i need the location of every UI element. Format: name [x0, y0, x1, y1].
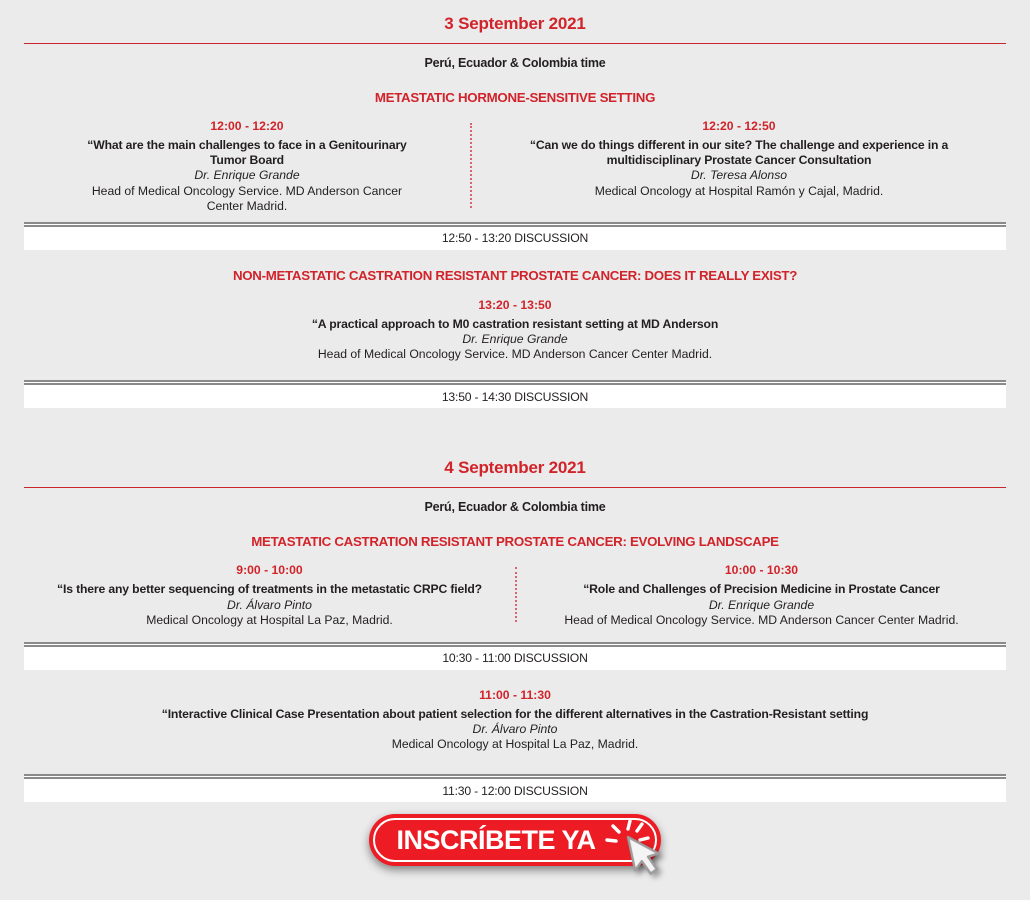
- talk-time: 13:20 - 13:50: [478, 297, 552, 312]
- discussion-label: 12:50 - 13:20 DISCUSSION: [441, 231, 589, 246]
- talk-title: “Role and Challenges of Precision Medicine in Prostate Cancer: [583, 582, 940, 597]
- discussion-bar: [24, 222, 1006, 250]
- talk-speaker: Dr. Álvaro Pinto: [227, 597, 312, 612]
- talk-card: [517, 563, 1006, 628]
- talk-time: 10:00 - 10:30: [724, 563, 799, 578]
- day-2-talks-row: [24, 563, 1006, 628]
- discussion-bar: [24, 642, 1006, 670]
- day-1-divider-rule: [24, 43, 1006, 44]
- talk-title: “A practical approach to M0 castration resistant setting at MD Anderson: [311, 316, 719, 331]
- talk-affiliation: Medical Oncology at Hospital La Paz, Madrid.: [391, 737, 639, 752]
- day-1-title: 3 September 2021: [444, 14, 586, 33]
- talk-time: 9:00 - 10:00: [236, 563, 303, 578]
- talk-card: [24, 563, 515, 628]
- day-2-section: [0, 458, 1030, 802]
- talk-speaker: Dr. Enrique Grande: [462, 332, 568, 346]
- register-button-label: INSCRÍBETE YA: [396, 824, 596, 855]
- talk-title: “What are the main challenges to face in a Genitourinary Tumor Board: [87, 138, 407, 168]
- talk-time: 11:00 - 11:30: [479, 687, 551, 702]
- discussion-label: 10:30 - 11:00 DISCUSSION: [442, 651, 588, 666]
- discussion-bar: [24, 774, 1006, 802]
- day-2-divider-rule: [24, 487, 1006, 488]
- talk-time: 12:20 - 12:50: [702, 119, 776, 133]
- talk-affiliation: Head of Medical Oncology Service. MD Anderson Cancer Center Madrid.: [91, 183, 403, 213]
- talk-title: “Can we do things different in our site? The challenge and experience in a multidisciplinary Prostate Cancer Consultation: [529, 138, 949, 168]
- discussion-bar: [24, 380, 1006, 408]
- talk-time: 12:00 - 12:20: [210, 119, 284, 133]
- discussion-label: 11:30 - 12:00 DISCUSSION: [442, 783, 588, 798]
- day-1-section: [0, 14, 1030, 408]
- talk-speaker: Dr. Teresa Alonso: [690, 168, 788, 183]
- talk-card: [472, 119, 1006, 199]
- talk-affiliation: Medical Oncology at Hospital Ramón y Cajal, Madrid.: [594, 183, 884, 198]
- talk-affiliation: Medical Oncology at Hospital La Paz, Madrid.: [146, 612, 393, 627]
- talk-card: [24, 298, 1006, 363]
- talk-card: [24, 119, 470, 214]
- day-1-timezone: Perú, Ecuador & Colombia time: [424, 56, 606, 70]
- talk-affiliation: Head of Medical Oncology Service. MD Anderson Cancer Center Madrid.: [564, 612, 959, 627]
- day-2-title: 4 September 2021: [444, 458, 586, 478]
- day-1-heading-mhss: METASTATIC HORMONE-SENSITIVE SETTING: [374, 90, 656, 105]
- talk-title: “Is there any better sequencing of treatments in the metastatic CRPC field?: [57, 582, 482, 597]
- day-2-timezone: Perú, Ecuador & Colombia time: [424, 500, 606, 515]
- talk-title: “Interactive Clinical Case Presentation about patient selection for the different alternatives in the Castration-Resistant setting: [161, 706, 869, 721]
- talk-speaker: Dr. Enrique Grande: [194, 168, 300, 183]
- day-1-heading-nmcrpc: NON-METASTATIC CASTRATION RESISTANT PROSTATE CANCER: DOES IT REALLY EXIST?: [232, 267, 798, 283]
- talk-speaker: Dr. Álvaro Pinto: [472, 722, 558, 736]
- register-cta: [369, 814, 661, 866]
- day-2-heading-mcrpc: METASTATIC CASTRATION RESISTANT PROSTATE CANCER: EVOLVING LANDSCAPE: [251, 534, 779, 550]
- talk-affiliation: Head of Medical Oncology Service. MD Anderson Cancer Center Madrid.: [317, 347, 713, 362]
- discussion-label: 13:50 - 14:30 DISCUSSION: [441, 389, 589, 404]
- talk-speaker: Dr. Enrique Grande: [708, 597, 815, 612]
- register-button[interactable]: [369, 814, 661, 866]
- talk-card: [24, 688, 1006, 753]
- day-1-talks-row: [24, 119, 1006, 214]
